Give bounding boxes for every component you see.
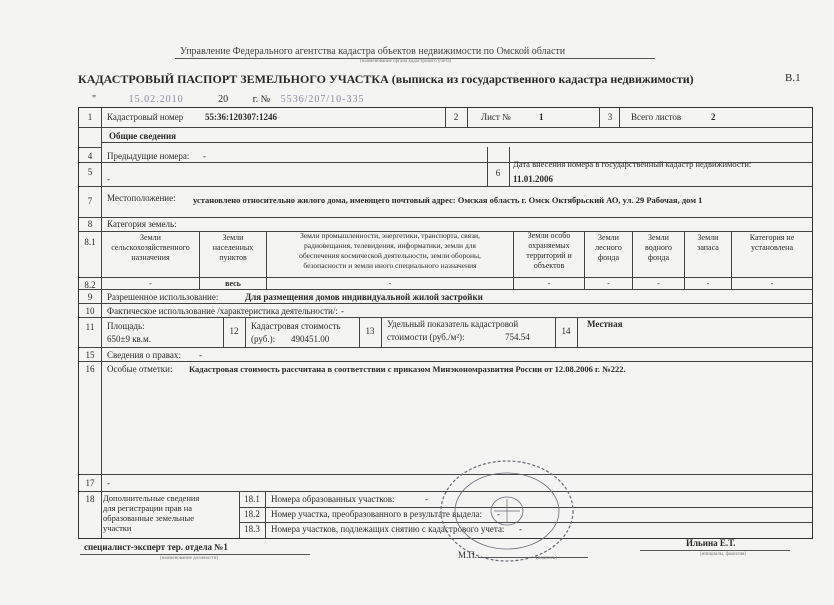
sheet-number-label: Лист № <box>481 112 511 122</box>
registration-date-label: Дата внесения номера в государственный кадастр недвижимости: <box>513 159 752 169</box>
cadastral-number-label: Кадастровый номер <box>107 112 184 122</box>
category-forest: Земли лесного фонда <box>595 233 622 262</box>
row-num-16: 16 <box>85 364 95 374</box>
specific-cost-label: Удельный показатель кадастровой <box>387 319 519 329</box>
category-protected: Земли особо охраняемых территорий и объектов <box>526 231 572 270</box>
form-code: В.1 <box>785 72 801 84</box>
location-label: Местоположение: <box>107 193 176 203</box>
row-num-15: 15 <box>85 350 95 360</box>
document-number-handwritten: 5536/207/10-335 <box>280 94 365 105</box>
local-value: Местная <box>587 319 623 329</box>
row-num-4: 4 <box>87 151 93 161</box>
row-num-11: 11 <box>85 322 95 332</box>
row-17-value: - <box>107 478 110 488</box>
area-value: 650±9 кв.м. <box>107 334 152 344</box>
signer-name: Ильина Е.Т. <box>686 538 736 548</box>
removed-plots-label: Номера участков, подлежащих снятию с кадастрового учета: <box>271 524 505 534</box>
row-num-8-2: 8.2 <box>84 280 96 290</box>
date-handwritten: 15.02.2010 <box>128 94 184 105</box>
mark-agricultural: - <box>149 279 152 288</box>
row-num-10: 10 <box>85 306 95 316</box>
specific-cost-value: 754.54 <box>505 332 530 342</box>
mark-water: - <box>657 279 660 288</box>
row-num-2: 2 <box>453 112 459 122</box>
row-num-18: 18 <box>85 494 95 504</box>
previous-numbers-value: - <box>203 151 206 161</box>
transformed-plot-value: - <box>497 509 500 519</box>
name-note: (инициалы, фамилия) <box>700 552 747 557</box>
row-num-17: 17 <box>85 478 95 488</box>
year-prefix: 20 <box>218 94 229 105</box>
row-num-7: 7 <box>87 196 93 206</box>
general-info-heading: Общие сведения <box>109 131 177 141</box>
cadastral-number-value: 55:36:120307:1246 <box>205 112 277 122</box>
row-num-13: 13 <box>365 326 375 336</box>
row-num-12: 12 <box>229 326 239 336</box>
removed-plots-value: - <box>519 524 522 534</box>
previous-numbers-label: Предыдущие номера: <box>107 151 190 161</box>
mark-protected: - <box>547 279 551 288</box>
year-suffix: г. № <box>252 94 271 105</box>
registration-date-value: 11.01.2006 <box>513 174 554 184</box>
seal-place: М.П. <box>458 550 478 560</box>
additional-info-label: Дополнительные сведения для регистрации прав на образованные земельные участки <box>103 493 200 533</box>
category-settlements: Земли населенных пунктов <box>212 233 254 262</box>
sheet-number-value: 1 <box>539 112 544 122</box>
row-num-1: 1 <box>87 112 93 122</box>
date-line <box>92 94 365 105</box>
row-num-18-3: 18.3 <box>244 524 260 534</box>
formed-plots-label: Номера образованных участков: <box>271 494 395 504</box>
permitted-use-label: Разрешенное использование: <box>107 292 219 302</box>
category-industry: Земли промышленности, энергетики, транспорта, связи, радиовещания, телевидения, информатики, земли для обеспечения космической деятельности, земли обороны, безопасности и земли иного специального назначения <box>299 231 481 270</box>
total-sheets-value: 2 <box>711 112 716 122</box>
category-agricultural: Земли сельскохозяйственного назначения <box>111 233 190 262</box>
row-num-18-2: 18.2 <box>244 509 260 519</box>
transformed-plot-label: Номер участка, преобразованного в результате выдела: <box>271 509 482 519</box>
rights-label: Сведения о правах: <box>107 350 181 360</box>
location-value: установлено относительно жилого дома, имеющего почтовый адрес: Омская область г. Омск Октябрьский АО, ул. 29 Рабочая, дом 1 <box>193 195 703 205</box>
permitted-use-value: Для размещения домов индивидуальной жилой застройки <box>245 292 483 302</box>
mark-industry: - <box>388 279 392 288</box>
mark-settlements: весь <box>225 279 241 288</box>
mark-undefined: - <box>770 279 774 288</box>
total-sheets-label: Всего листов <box>631 112 682 122</box>
area-label: Площадь: <box>107 321 145 331</box>
special-notes-label: Особые отметки: <box>107 364 173 374</box>
cadastral-cost-value: 490451.00 <box>291 334 330 344</box>
formed-plots-value: - <box>425 494 428 504</box>
signature-note: (подпись) <box>536 556 557 561</box>
cadastral-cost-label: Кадастровая стоимость <box>251 321 341 331</box>
special-notes-value: Кадастровая стоимость рассчитана в соответствии с приказом Минэкономразвития России от 12.08.2006 г. №222. <box>189 364 626 374</box>
actual-use-label: Фактическое использование /характеристика деятельности/: <box>107 306 338 316</box>
row-num-5: 5 <box>87 167 93 177</box>
rights-value: - <box>199 350 202 360</box>
row-5-value: - <box>107 174 110 184</box>
cadastral-cost-unit: (руб.): <box>251 334 276 344</box>
row-num-8: 8 <box>87 219 93 229</box>
position-note: (наименование должности) <box>160 556 219 561</box>
row-num-8-1: 8.1 <box>84 237 96 247</box>
mark-forest: - <box>607 279 610 288</box>
category-water: Земли водного фонда <box>645 233 672 262</box>
land-category-label: Категория земель: <box>107 219 177 229</box>
row-num-14: 14 <box>561 326 571 336</box>
signer-position: специалист-эксперт тер. отдела №1 <box>84 542 228 552</box>
category-undefined: Категория не установлена <box>749 233 795 252</box>
agency-note: (наименование органа кадастрового учета) <box>360 59 452 64</box>
row-num-6: 6 <box>495 168 501 178</box>
row-num-3: 3 <box>607 112 613 122</box>
date-quote: " <box>92 94 97 105</box>
document-title: КАДАСТРОВЫЙ ПАСПОРТ ЗЕМЕЛЬНОГО УЧАСТКА (выписка из государственного кадастра недвижимости) <box>78 72 694 86</box>
official-stamp <box>432 456 582 566</box>
agency-name: Управление Федерального агентства кадастра объектов недвижимости по Омской области <box>180 46 566 57</box>
row-num-18-1: 18.1 <box>244 494 260 504</box>
actual-use-value: - <box>341 306 344 316</box>
specific-cost-unit: стоимости (руб./м²): <box>387 332 465 342</box>
category-reserve: Земли запаса <box>697 233 719 252</box>
row-num-9: 9 <box>87 292 93 302</box>
mark-reserve: - <box>706 279 710 288</box>
